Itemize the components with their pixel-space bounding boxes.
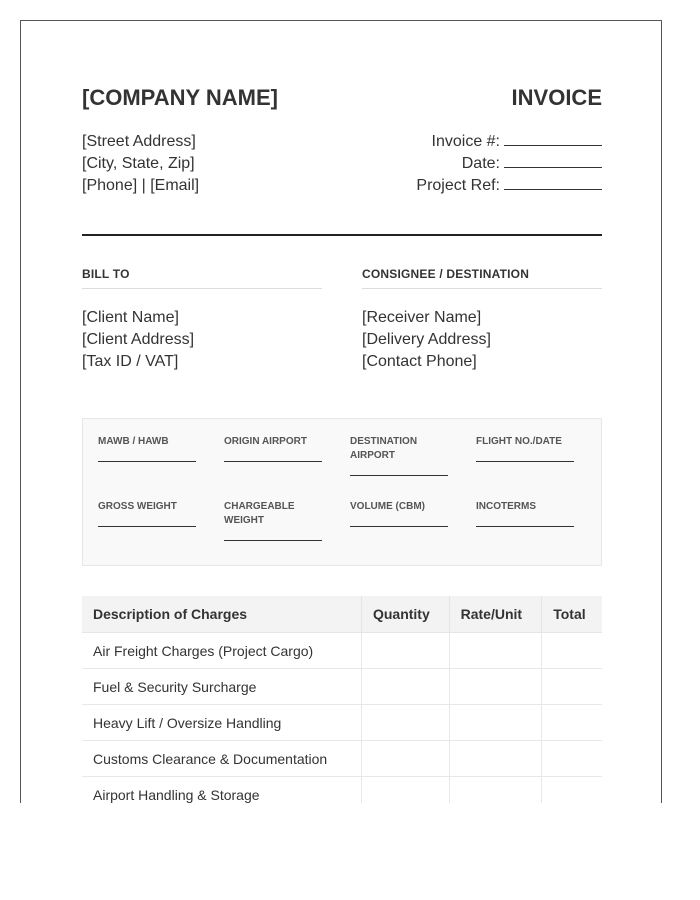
company-name: [COMPANY NAME] bbox=[82, 85, 278, 110]
destination-airport-label: DESTINATION AIRPORT bbox=[350, 436, 418, 461]
column-header-total: Total bbox=[542, 596, 602, 633]
street-address: [Street Address] bbox=[82, 133, 196, 150]
contact-phone: [Contact Phone] bbox=[362, 353, 477, 370]
shipment-details-box bbox=[82, 418, 602, 566]
volume-cbm-field[interactable] bbox=[350, 514, 448, 527]
origin-airport-label: ORIGIN AIRPORT bbox=[224, 436, 307, 447]
project-ref-field[interactable] bbox=[504, 175, 602, 190]
consignee-heading: CONSIGNEE / DESTINATION bbox=[362, 267, 602, 289]
incoterms-label: INCOTERMS bbox=[476, 501, 536, 512]
mawb-hawb-label: MAWB / HAWB bbox=[98, 436, 169, 447]
bill-to-lines bbox=[82, 307, 322, 373]
bill-to-section bbox=[82, 267, 322, 373]
flight-no-date-field-group bbox=[476, 435, 574, 462]
client-address: [Client Address] bbox=[82, 331, 195, 348]
invoice-page bbox=[20, 20, 662, 803]
phone-email: [Phone] | [Email] bbox=[82, 177, 200, 194]
charge-description: Heavy Lift / Oversize Handling bbox=[82, 705, 361, 741]
charge-quantity[interactable] bbox=[361, 633, 449, 669]
client-name: [Client Name] bbox=[82, 309, 179, 326]
date-label: Date: bbox=[461, 155, 500, 172]
city-state-zip: [City, State, Zip] bbox=[82, 155, 195, 172]
charge-quantity[interactable] bbox=[361, 705, 449, 741]
destination-airport-field-group bbox=[350, 435, 448, 476]
invoice-meta-block bbox=[416, 131, 602, 197]
charge-total[interactable] bbox=[542, 633, 602, 669]
flight-no-date-field[interactable] bbox=[476, 449, 574, 462]
client-tax-id: [Tax ID / VAT] bbox=[82, 353, 179, 370]
consignee-lines bbox=[362, 307, 602, 373]
charge-description: Customs Clearance & Documentation bbox=[82, 741, 361, 777]
charge-rate[interactable] bbox=[449, 705, 542, 741]
mawb-hawb-field-group bbox=[98, 435, 196, 462]
gross-weight-field-group bbox=[98, 500, 196, 527]
company-address-block bbox=[82, 131, 199, 197]
charge-rate[interactable] bbox=[449, 633, 542, 669]
column-header-quantity: Quantity bbox=[361, 596, 449, 633]
charge-total[interactable] bbox=[542, 705, 602, 741]
header-divider bbox=[82, 234, 602, 236]
charge-description: Air Freight Charges (Project Cargo) bbox=[82, 633, 361, 669]
charge-rate[interactable] bbox=[449, 741, 542, 777]
charge-total[interactable] bbox=[542, 741, 602, 777]
gross-weight-field[interactable] bbox=[98, 514, 196, 527]
table-row bbox=[82, 669, 602, 705]
charges-header-row bbox=[82, 596, 602, 633]
gross-weight-label: GROSS WEIGHT bbox=[98, 501, 177, 512]
chargeable-weight-label: CHARGEABLE WEIGHT bbox=[224, 501, 295, 526]
incoterms-field[interactable] bbox=[476, 514, 574, 527]
charge-total[interactable] bbox=[542, 777, 602, 804]
mawb-hawb-field[interactable] bbox=[98, 449, 196, 462]
charge-quantity[interactable] bbox=[361, 777, 449, 804]
volume-cbm-label: VOLUME (CBM) bbox=[350, 501, 425, 512]
table-row bbox=[82, 705, 602, 741]
date-row bbox=[416, 153, 602, 175]
charge-quantity[interactable] bbox=[361, 741, 449, 777]
flight-no-date-label: FLIGHT NO./DATE bbox=[476, 436, 562, 447]
charge-rate[interactable] bbox=[449, 669, 542, 705]
project-ref-label: Project Ref: bbox=[416, 177, 500, 194]
charge-description: Airport Handling & Storage bbox=[82, 777, 361, 804]
charges-table bbox=[82, 596, 602, 803]
invoice-number-row bbox=[416, 131, 602, 153]
invoice-title: INVOICE bbox=[511, 85, 602, 110]
bill-to-heading: BILL TO bbox=[82, 267, 322, 289]
origin-airport-field-group bbox=[224, 435, 322, 462]
chargeable-weight-field[interactable] bbox=[224, 528, 322, 541]
date-field[interactable] bbox=[504, 153, 602, 168]
table-row bbox=[82, 741, 602, 777]
origin-airport-field[interactable] bbox=[224, 449, 322, 462]
consignee-section bbox=[362, 267, 602, 373]
charge-quantity[interactable] bbox=[361, 669, 449, 705]
charge-total[interactable] bbox=[542, 669, 602, 705]
project-ref-row bbox=[416, 175, 602, 197]
destination-airport-field[interactable] bbox=[350, 463, 448, 476]
receiver-name: [Receiver Name] bbox=[362, 309, 482, 326]
volume-cbm-field-group bbox=[350, 500, 448, 527]
column-header-rate: Rate/Unit bbox=[449, 596, 542, 633]
table-row bbox=[82, 777, 602, 804]
charge-rate[interactable] bbox=[449, 777, 542, 804]
chargeable-weight-field-group bbox=[224, 500, 322, 541]
charge-description: Fuel & Security Surcharge bbox=[82, 669, 361, 705]
invoice-number-label: Invoice #: bbox=[431, 133, 500, 150]
incoterms-field-group bbox=[476, 500, 574, 527]
invoice-number-field[interactable] bbox=[504, 131, 602, 146]
table-row bbox=[82, 633, 602, 669]
delivery-address: [Delivery Address] bbox=[362, 331, 491, 348]
column-header-description: Description of Charges bbox=[82, 596, 361, 633]
